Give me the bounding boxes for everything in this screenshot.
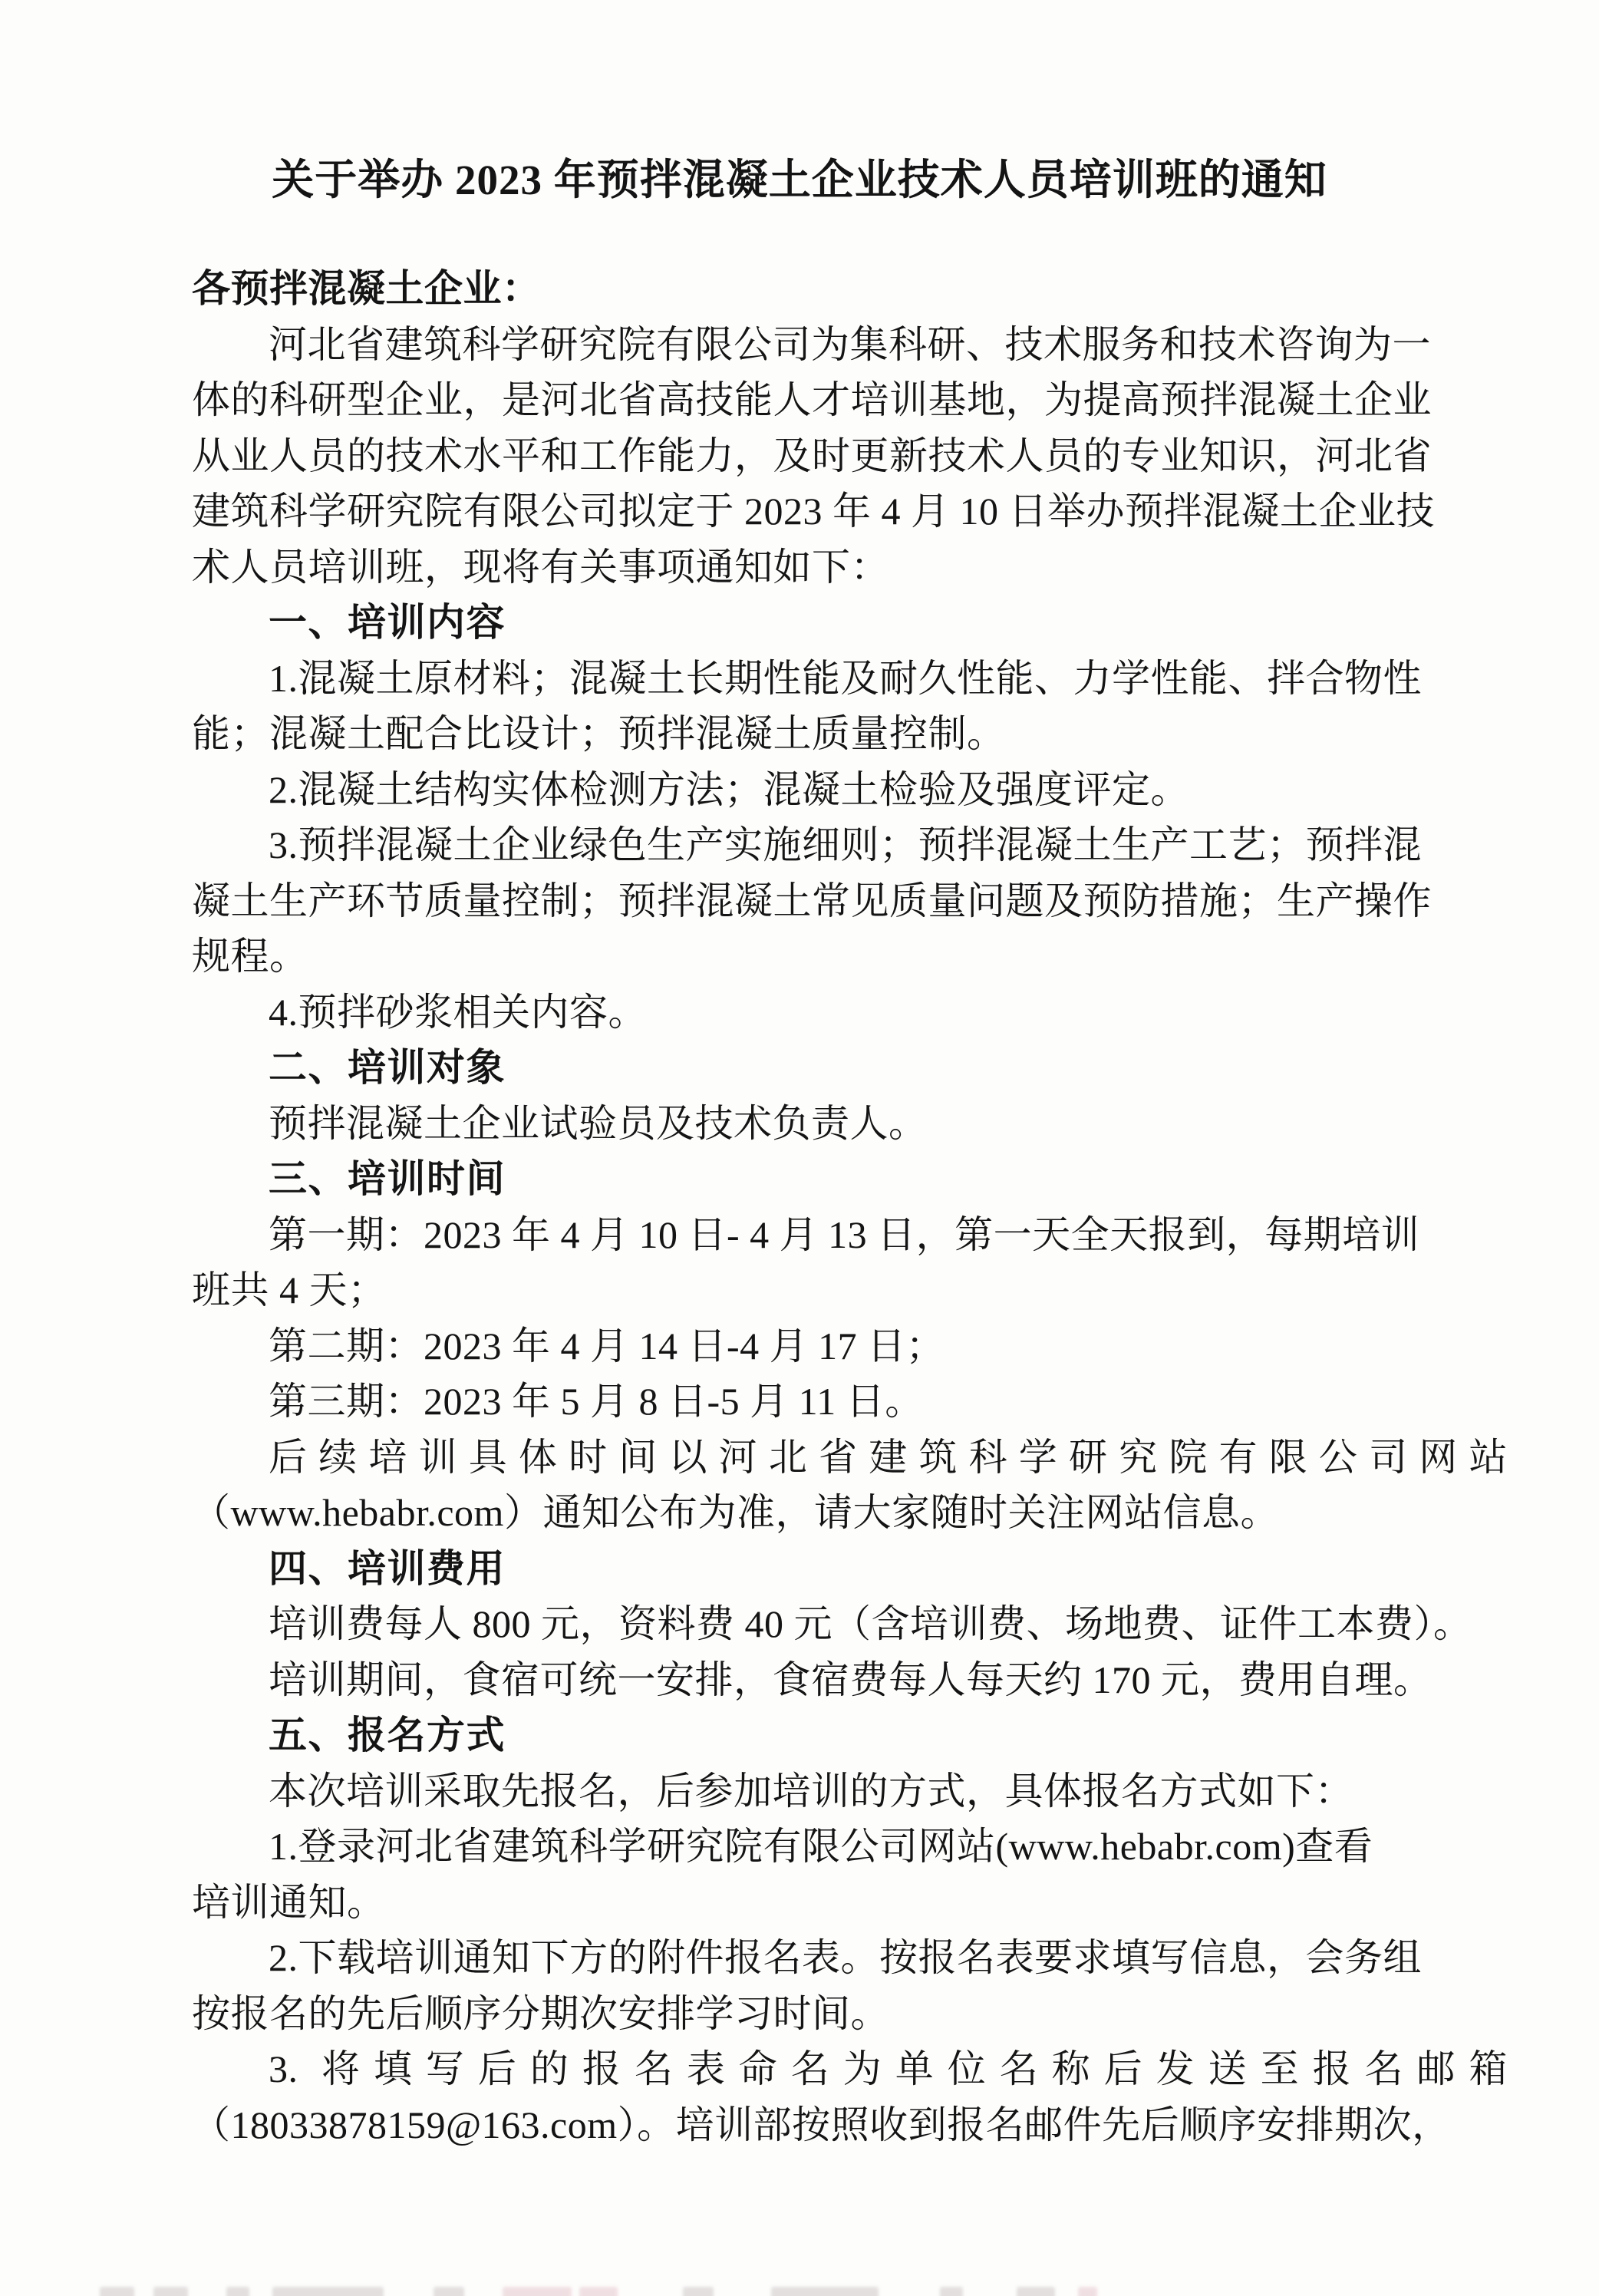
salutation: 各预拌混凝土企业：	[192, 267, 541, 310]
text-line: 培训费每人 800 元，资料费 40 元（含培训费、场地费、证件工本费）。	[269, 1602, 1472, 1645]
text-line: （www.hebabr.com）通知公布为准，请大家随时关注网站信息。	[192, 1491, 1279, 1534]
text-line: 建筑科学研究院有限公司拟定于 2023 年 4 月 10 日举办预拌混凝土企业技	[192, 490, 1435, 533]
text-line: 1.混凝土原材料；混凝土长期性能及耐久性能、力学性能、拌合物性	[269, 656, 1422, 700]
text-line: 体的科研型企业，是河北省高技能人才培训基地，为提高预拌混凝土企业	[192, 378, 1432, 421]
text-line: 能；混凝土配合比设计；预拌混凝土质量控制。	[192, 712, 1006, 755]
text-line: 规程。	[192, 935, 308, 978]
text-line: 3.预拌混凝土企业绿色生产实施细则；预拌混凝土生产工艺；预拌混	[269, 823, 1422, 866]
section-heading-registration: 五、报名方式	[269, 1714, 506, 1757]
text-line: 1.登录河北省建筑科学研究院有限公司网站(www.hebabr.com)查看	[269, 1825, 1373, 1868]
section-heading-training-time: 三、培训时间	[269, 1157, 506, 1200]
text-line: 第一期：2023 年 4 月 10 日- 4 月 13 日，第一天全天报到，每期培训	[269, 1212, 1420, 1256]
text-line: 班共 4 天；	[192, 1268, 387, 1311]
text-line: 培训通知。	[192, 1880, 386, 1924]
section-heading-training-audience: 二、培训对象	[269, 1046, 506, 1089]
text-line: 预拌混凝土企业试验员及技术负责人。	[269, 1101, 928, 1145]
section-heading-training-content: 一、培训内容	[269, 601, 506, 644]
bleed-through-artifact	[96, 2276, 1208, 2296]
text-line: 2.下载培训通知下方的附件报名表。按报名表要求填写信息，会务组	[269, 1936, 1422, 1979]
text-line: 4.预拌砂浆相关内容。	[269, 990, 647, 1034]
text-line: 培训期间，食宿可统一安排，食宿费每人每天约 170 元，费用自理。	[269, 1658, 1433, 1701]
text-line: 凝土生产环节质量控制；预拌混凝土常见质量问题及预防措施；生产操作	[192, 879, 1432, 922]
page-title: 关于举办 2023 年预拌混凝土企业技术人员培训班的通知	[272, 157, 1327, 203]
text-line: 2.混凝土结构实体检测方法；混凝土检验及强度评定。	[269, 767, 1189, 811]
section-heading-training-fee: 四、培训费用	[269, 1546, 506, 1590]
text-line: 后续培训具体时间以河北省建筑科学研究院有限公司网站	[269, 1435, 1508, 1479]
text-line: 按报名的先后顺序分期次安排学习时间。	[192, 1991, 889, 2035]
text-line: 本次培训采取先报名，后参加培训的方式，具体报名方式如下：	[269, 1769, 1353, 1813]
text-line: （18033878159@163.com）。培训部按照收到报名邮件先后顺序安排期次，	[192, 2103, 1451, 2146]
text-line: 术人员培训班，现将有关事项通知如下：	[192, 545, 889, 589]
text-line: 河北省建筑科学研究院有限公司为集科研、技术服务和技术咨询为一	[269, 322, 1431, 366]
text-line: 第二期：2023 年 4 月 14 日-4 月 17 日；	[269, 1324, 945, 1367]
text-line: 从业人员的技术水平和工作能力，及时更新技术人员的专业知识，河北省	[192, 434, 1432, 477]
text-line: 3. 将填写后的报名表命名为单位名称后发送至报名邮箱	[269, 2047, 1508, 2090]
text-line: 第三期：2023 年 5 月 8 日-5 月 11 日。	[269, 1380, 924, 1423]
